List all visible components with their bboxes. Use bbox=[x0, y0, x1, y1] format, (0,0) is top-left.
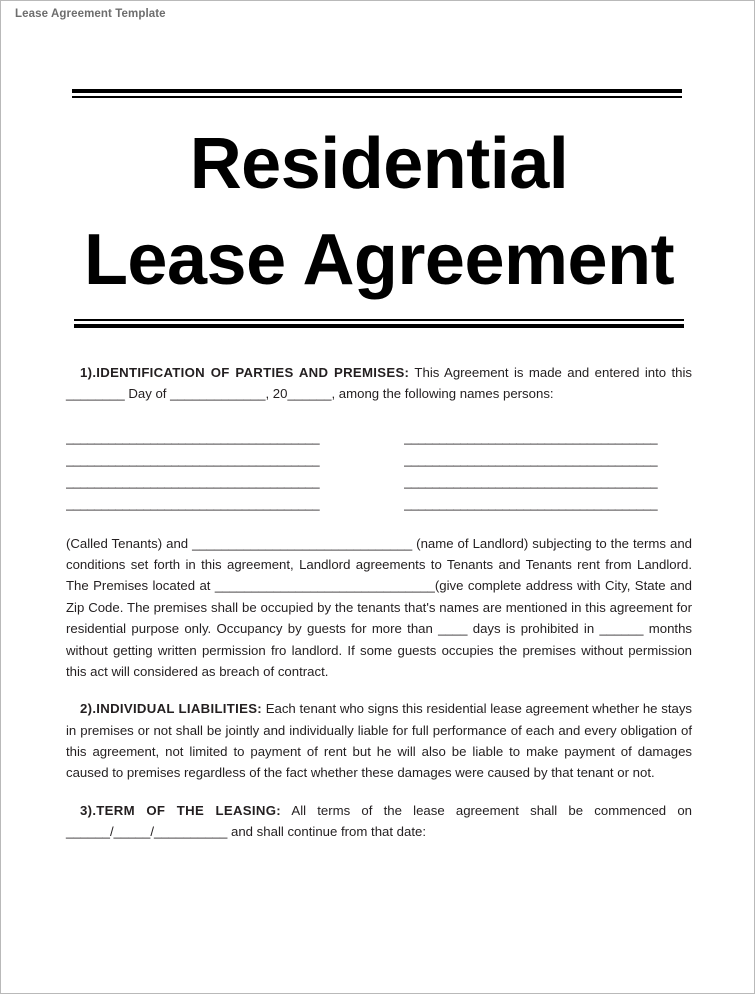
document-title bbox=[66, 116, 692, 309]
section-1-heading: IDENTIFICATION OF PARTIES AND PREMISES: bbox=[96, 364, 410, 380]
tenants-paragraph: (Called Tenants) and ______________________________ (name of Landlord) subjecting to the terms and conditions set forth in this agreement, Landlord agreements to Tenants and Tenants rent from Landlord. The Premises located at ______________________________(give complete address with City, State and Zip Code. The premises shall be occupied by the tenants that's names are mentioned in this agreement for residential purpose only. Occupancy by guests for more than ____ days is prohibited in ______ months without getting written permission fro landlord. If some guests occupies the premises without permission this act will considered as breach of contract. bbox=[66, 535, 692, 679]
section-1-number: 1). bbox=[80, 364, 97, 380]
blank-line: ____________________________________ bbox=[404, 473, 658, 489]
title-bottom-rule bbox=[74, 319, 684, 328]
document-body bbox=[66, 362, 692, 843]
party-name-blank-lines bbox=[66, 425, 692, 513]
party-name-lines-left bbox=[66, 425, 354, 513]
section-1-text: This Agreement is made and entered into this ________ Day of _____________, 20______, among the following names persons: bbox=[66, 364, 693, 402]
section-3-number: 3). bbox=[80, 802, 97, 818]
section-2-paragraph bbox=[66, 698, 692, 784]
blank-line: ____________________________________ bbox=[404, 451, 658, 467]
blank-line: ____________________________________ bbox=[66, 473, 320, 489]
section-3-paragraph bbox=[66, 800, 692, 843]
section-1-paragraph bbox=[66, 362, 692, 405]
rule-thick-top bbox=[72, 89, 682, 93]
document-header-title: Lease Agreement Template bbox=[15, 8, 166, 20]
title-top-rule bbox=[72, 89, 682, 98]
rule-thin-under-top bbox=[72, 96, 682, 98]
section-2-heading: INDIVIDUAL LIABILITIES: bbox=[96, 701, 262, 717]
rule-thick-bottom bbox=[74, 324, 684, 328]
rule-thin-above-bottom bbox=[74, 319, 684, 321]
section-2-number: 2). bbox=[80, 701, 97, 717]
section-2-text: Each tenant who signs this residential lease agreement whether he stays in premises or not shall be jointly and individually liable for full performance of each and every obligation of this agreement, not limited to payment of rent but he will also be liable to make payment of damages caused to premises regardless of the fact whether these damages were caused by that tenant or not. bbox=[66, 701, 693, 781]
party-name-lines-right bbox=[404, 425, 692, 513]
blank-line: ____________________________________ bbox=[404, 429, 658, 445]
blank-line: ____________________________________ bbox=[404, 495, 658, 511]
document-content bbox=[66, 89, 692, 859]
title-line-2: Lease Agreement bbox=[83, 220, 675, 301]
section-3-text: All terms of the lease agreement shall be commenced on ______/_____/__________ and shall continue from that date: bbox=[66, 802, 692, 840]
title-line-1: Residential bbox=[189, 124, 569, 204]
blank-line: ____________________________________ bbox=[66, 429, 320, 445]
section-3-heading: TERM OF THE LEASING: bbox=[96, 802, 281, 818]
blank-line: ____________________________________ bbox=[66, 451, 320, 467]
blank-line: ____________________________________ bbox=[66, 495, 320, 511]
